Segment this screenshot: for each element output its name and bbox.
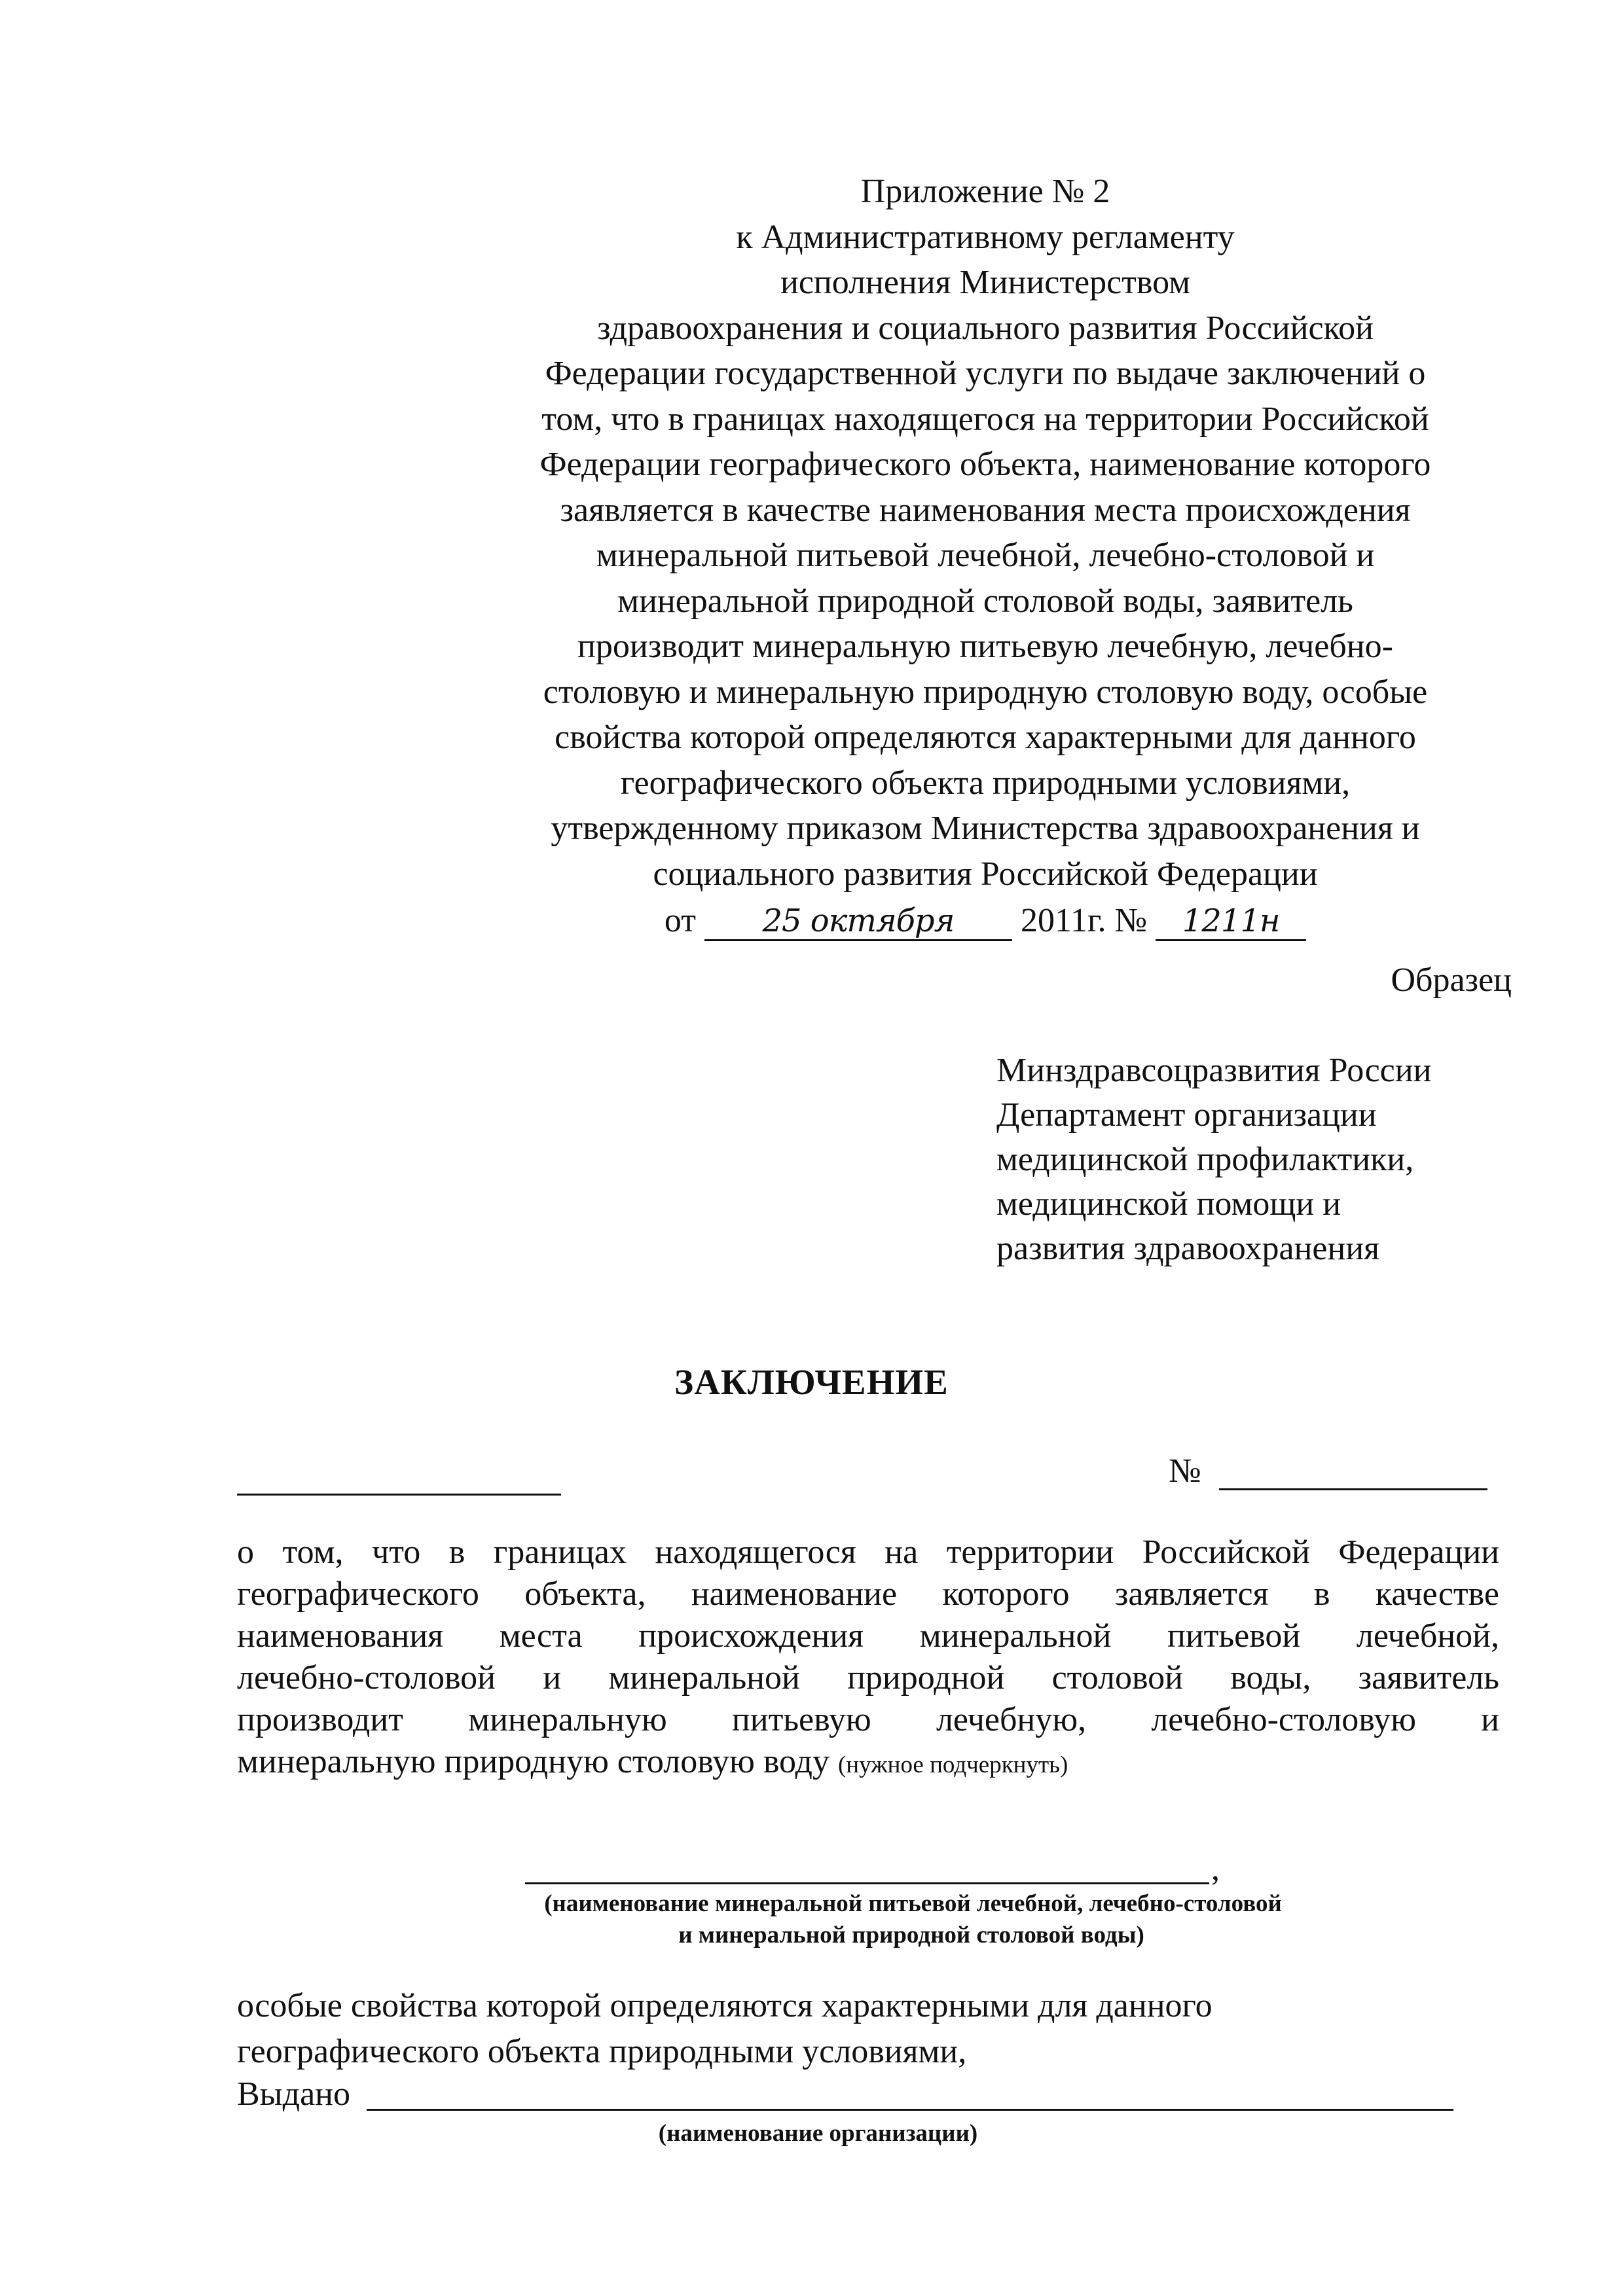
- body-line: о том, что в границах находящегося на территории Российской Федерации: [237, 1534, 1499, 1571]
- department-line: развития здравоохранения: [996, 1230, 1380, 1267]
- org-name-caption: (наименование организации): [658, 2120, 978, 2147]
- header-line: к Административному регламенту: [736, 218, 1235, 256]
- header-line: социального развития Российской Федерации: [653, 855, 1318, 893]
- special-line: географического объекта природными условиями,: [237, 2033, 967, 2070]
- conclusion-body: [237, 1532, 1499, 1786]
- header-line: Федерации географического объекта, наименование которого: [539, 446, 1431, 483]
- header-line: свойства которой определяются характерными для данного: [555, 719, 1416, 756]
- department-line: Департамент организации: [996, 1096, 1377, 1134]
- body-line-text: минеральную природную столовую воду: [237, 1743, 830, 1780]
- header-line: том, что в границах находящегося на территории Российской: [541, 400, 1429, 438]
- special-line: особые свойства которой определяются характерными для данного: [237, 1987, 1213, 2024]
- body-line: лечебно-столовой и минеральной природной столовой воды, заявитель: [237, 1659, 1499, 1696]
- department-line: медицинской помощи и: [996, 1185, 1341, 1223]
- water-name-field: [525, 1881, 1209, 1884]
- document-title: ЗАКЛЮЧЕНИЕ: [674, 1362, 949, 1402]
- issued-org-field: [367, 2108, 1453, 2111]
- appendix-header: [458, 169, 1512, 944]
- header-line: здравоохранения и социального развития Российской: [597, 309, 1374, 347]
- header-line: географического объекта природными условиями,: [620, 764, 1351, 802]
- blank-number-field: [1219, 1487, 1487, 1490]
- water-name-caption-line2: и минеральной природной столовой воды): [678, 1922, 1144, 1948]
- header-line: Приложение № 2: [860, 173, 1110, 210]
- year-and-number-label: 2011г. №: [1020, 902, 1148, 939]
- handwritten-order-number: 1211н: [1156, 903, 1306, 941]
- header-line: минеральной питьевой лечебной, лечебно-столовой и: [596, 537, 1375, 574]
- order-date-line: [458, 898, 1512, 944]
- body-line: наименования места происхождения минеральной питьевой лечебной,: [237, 1617, 1499, 1655]
- header-line: заявляется в качестве наименования места происхождения: [560, 491, 1411, 529]
- underline-note: (нужное подчеркнуть): [837, 1751, 1068, 1778]
- body-line: географического объекта, наименование которого заявляется в качестве: [237, 1575, 1499, 1613]
- header-line: Федерации государственной услуги по выдаче заключений о: [545, 355, 1426, 392]
- issued-label: Выдано: [237, 2075, 350, 2113]
- water-name-caption-line1: (наименование минеральной питьевой лечебной, лечебно-столовой: [544, 1890, 1282, 1917]
- department-block: [996, 1049, 1431, 1271]
- department-line: Минздравсоцразвития России: [996, 1052, 1432, 1089]
- body-line: производит минеральную питьевую лечебную, лечебно-столовую и: [237, 1701, 1499, 1738]
- blank-date-field: [237, 1492, 561, 1496]
- header-line: производит минеральную питьевую лечебную, лечебно-: [577, 628, 1393, 665]
- department-line: медицинской профилактики,: [996, 1141, 1414, 1178]
- header-line: исполнения Министерством: [780, 264, 1190, 301]
- special-properties-text: [237, 1983, 1213, 2075]
- handwritten-date: 25 октября: [704, 903, 1012, 941]
- header-line: столовую и минеральную природную столовую воду, особые: [543, 673, 1428, 711]
- sample-label: Образец: [1391, 961, 1512, 999]
- number-label: №: [1169, 1452, 1201, 1490]
- date-prefix: от: [664, 902, 696, 939]
- header-line: минеральной природной столовой воды, заявитель: [617, 582, 1353, 620]
- body-last-line: [237, 1741, 1499, 1786]
- water-name-comma: ,: [1211, 1850, 1220, 1888]
- header-line: утвержденному приказом Министерства здравоохранения и: [551, 810, 1420, 847]
